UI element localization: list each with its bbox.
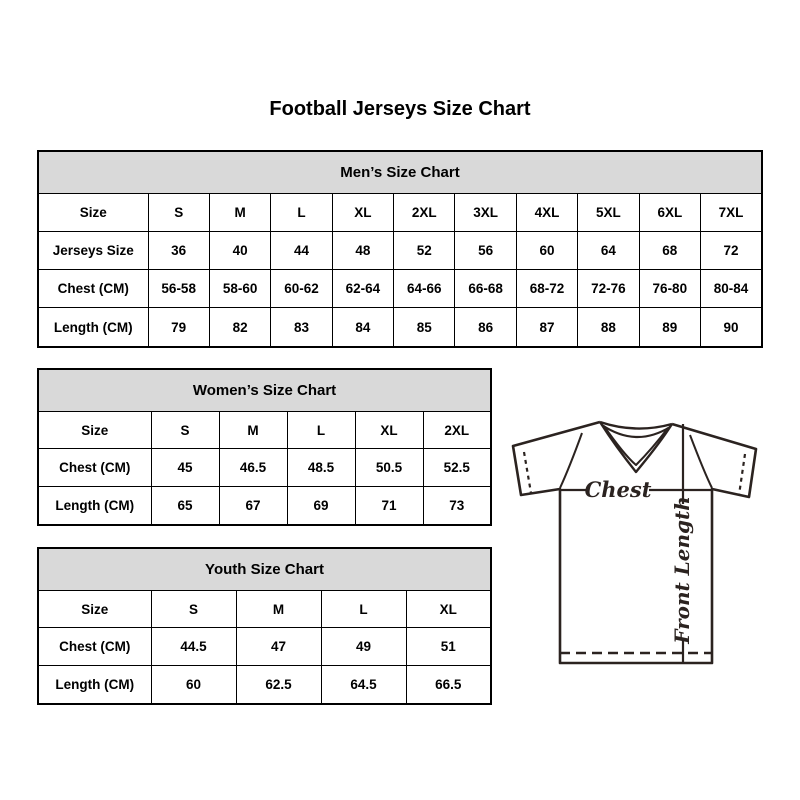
table-row [38, 486, 491, 525]
size-cell: 48 [332, 232, 393, 270]
size-cell: 89 [639, 308, 700, 347]
size-cell: 56 [455, 232, 516, 270]
table-row [38, 449, 491, 486]
size-cell: L [287, 412, 355, 449]
table-row [38, 232, 762, 270]
size-cell: 36 [148, 232, 209, 270]
jersey-outline [513, 422, 756, 663]
table-title-row [38, 548, 491, 591]
collar-top-curve [600, 422, 672, 429]
size-cell: 50.5 [355, 449, 423, 486]
size-cell: 52 [394, 232, 455, 270]
size-cell: 67 [219, 486, 287, 525]
row-label: Chest (CM) [38, 270, 148, 308]
size-cell: 44.5 [151, 628, 236, 665]
size-cell: 82 [209, 308, 270, 347]
size-cell: 6XL [639, 194, 700, 232]
right-cuff-dashed-line [739, 454, 745, 495]
size-cell: 73 [423, 486, 491, 525]
size-cell: M [209, 194, 270, 232]
size-cell: M [219, 412, 287, 449]
size-cell: 7XL [701, 194, 762, 232]
size-cell: 62-64 [332, 270, 393, 308]
youth-size-table-title: Youth Size Chart [38, 548, 491, 591]
size-cell: 62.5 [236, 665, 321, 704]
size-cell: 80-84 [701, 270, 762, 308]
chest-label: Chest [584, 477, 652, 502]
size-cell: 47 [236, 628, 321, 665]
size-cell: 79 [148, 308, 209, 347]
size-cell: 66.5 [406, 665, 491, 704]
size-cell: 49 [321, 628, 406, 665]
row-label: Size [38, 412, 151, 449]
size-cell: 88 [578, 308, 639, 347]
size-cell: 58-60 [209, 270, 270, 308]
size-cell: S [151, 591, 236, 628]
size-cell: 76-80 [639, 270, 700, 308]
size-cell: 40 [209, 232, 270, 270]
row-label: Jerseys Size [38, 232, 148, 270]
size-cell: 60 [151, 665, 236, 704]
row-label: Length (CM) [38, 308, 148, 347]
row-label: Length (CM) [38, 665, 151, 704]
mens-size-table-title: Men’s Size Chart [38, 151, 762, 194]
page-title: Football Jerseys Size Chart [269, 98, 531, 120]
size-cell: 52.5 [423, 449, 491, 486]
size-cell: 72 [701, 232, 762, 270]
size-cell: 90 [701, 308, 762, 347]
table-row [38, 270, 762, 308]
size-cell: 56-58 [148, 270, 209, 308]
row-label: Size [38, 194, 148, 232]
size-cell: 66-68 [455, 270, 516, 308]
size-cell: 60-62 [271, 270, 332, 308]
left-armhole-seam [560, 433, 582, 488]
table-title-row [38, 369, 491, 412]
size-cell: 84 [332, 308, 393, 347]
size-cell: 68 [639, 232, 700, 270]
jersey-measurement-diagram [502, 398, 766, 672]
size-cell: 83 [271, 308, 332, 347]
jersey-outline-svg [502, 398, 766, 672]
mens-size-table [37, 150, 763, 348]
size-cell: XL [332, 194, 393, 232]
size-cell: XL [406, 591, 491, 628]
size-cell: 85 [394, 308, 455, 347]
size-cell: 87 [516, 308, 577, 347]
size-cell: S [148, 194, 209, 232]
size-cell: 64 [578, 232, 639, 270]
row-label: Chest (CM) [38, 628, 151, 665]
size-cell: 68-72 [516, 270, 577, 308]
size-cell: 65 [151, 486, 219, 525]
size-cell: 71 [355, 486, 423, 525]
womens-size-table-title: Women’s Size Chart [38, 369, 491, 412]
size-cell: 46.5 [219, 449, 287, 486]
size-cell: 45 [151, 449, 219, 486]
table-row [38, 412, 491, 449]
left-cuff-dashed-line [524, 452, 531, 493]
size-cell: 2XL [394, 194, 455, 232]
size-cell: 86 [455, 308, 516, 347]
size-cell: 4XL [516, 194, 577, 232]
table-row [38, 308, 762, 347]
row-label: Chest (CM) [38, 449, 151, 486]
right-armhole-seam [690, 435, 712, 488]
size-cell: XL [355, 412, 423, 449]
row-label: Size [38, 591, 151, 628]
front-length-label: Front Length [670, 496, 694, 644]
size-cell: L [321, 591, 406, 628]
size-cell: 2XL [423, 412, 491, 449]
size-cell: 5XL [578, 194, 639, 232]
size-cell: 3XL [455, 194, 516, 232]
size-cell: 48.5 [287, 449, 355, 486]
table-title-row [38, 151, 762, 194]
size-cell: 64.5 [321, 665, 406, 704]
size-cell: M [236, 591, 321, 628]
womens-size-table [37, 368, 492, 526]
table-row [38, 591, 491, 628]
size-cell: S [151, 412, 219, 449]
table-row [38, 194, 762, 232]
size-cell: L [271, 194, 332, 232]
size-cell: 72-76 [578, 270, 639, 308]
size-cell: 60 [516, 232, 577, 270]
table-row [38, 665, 491, 704]
size-cell: 44 [271, 232, 332, 270]
size-cell: 69 [287, 486, 355, 525]
size-cell: 64-66 [394, 270, 455, 308]
size-cell: 51 [406, 628, 491, 665]
row-label: Length (CM) [38, 486, 151, 525]
table-row [38, 628, 491, 665]
youth-size-table [37, 547, 492, 705]
